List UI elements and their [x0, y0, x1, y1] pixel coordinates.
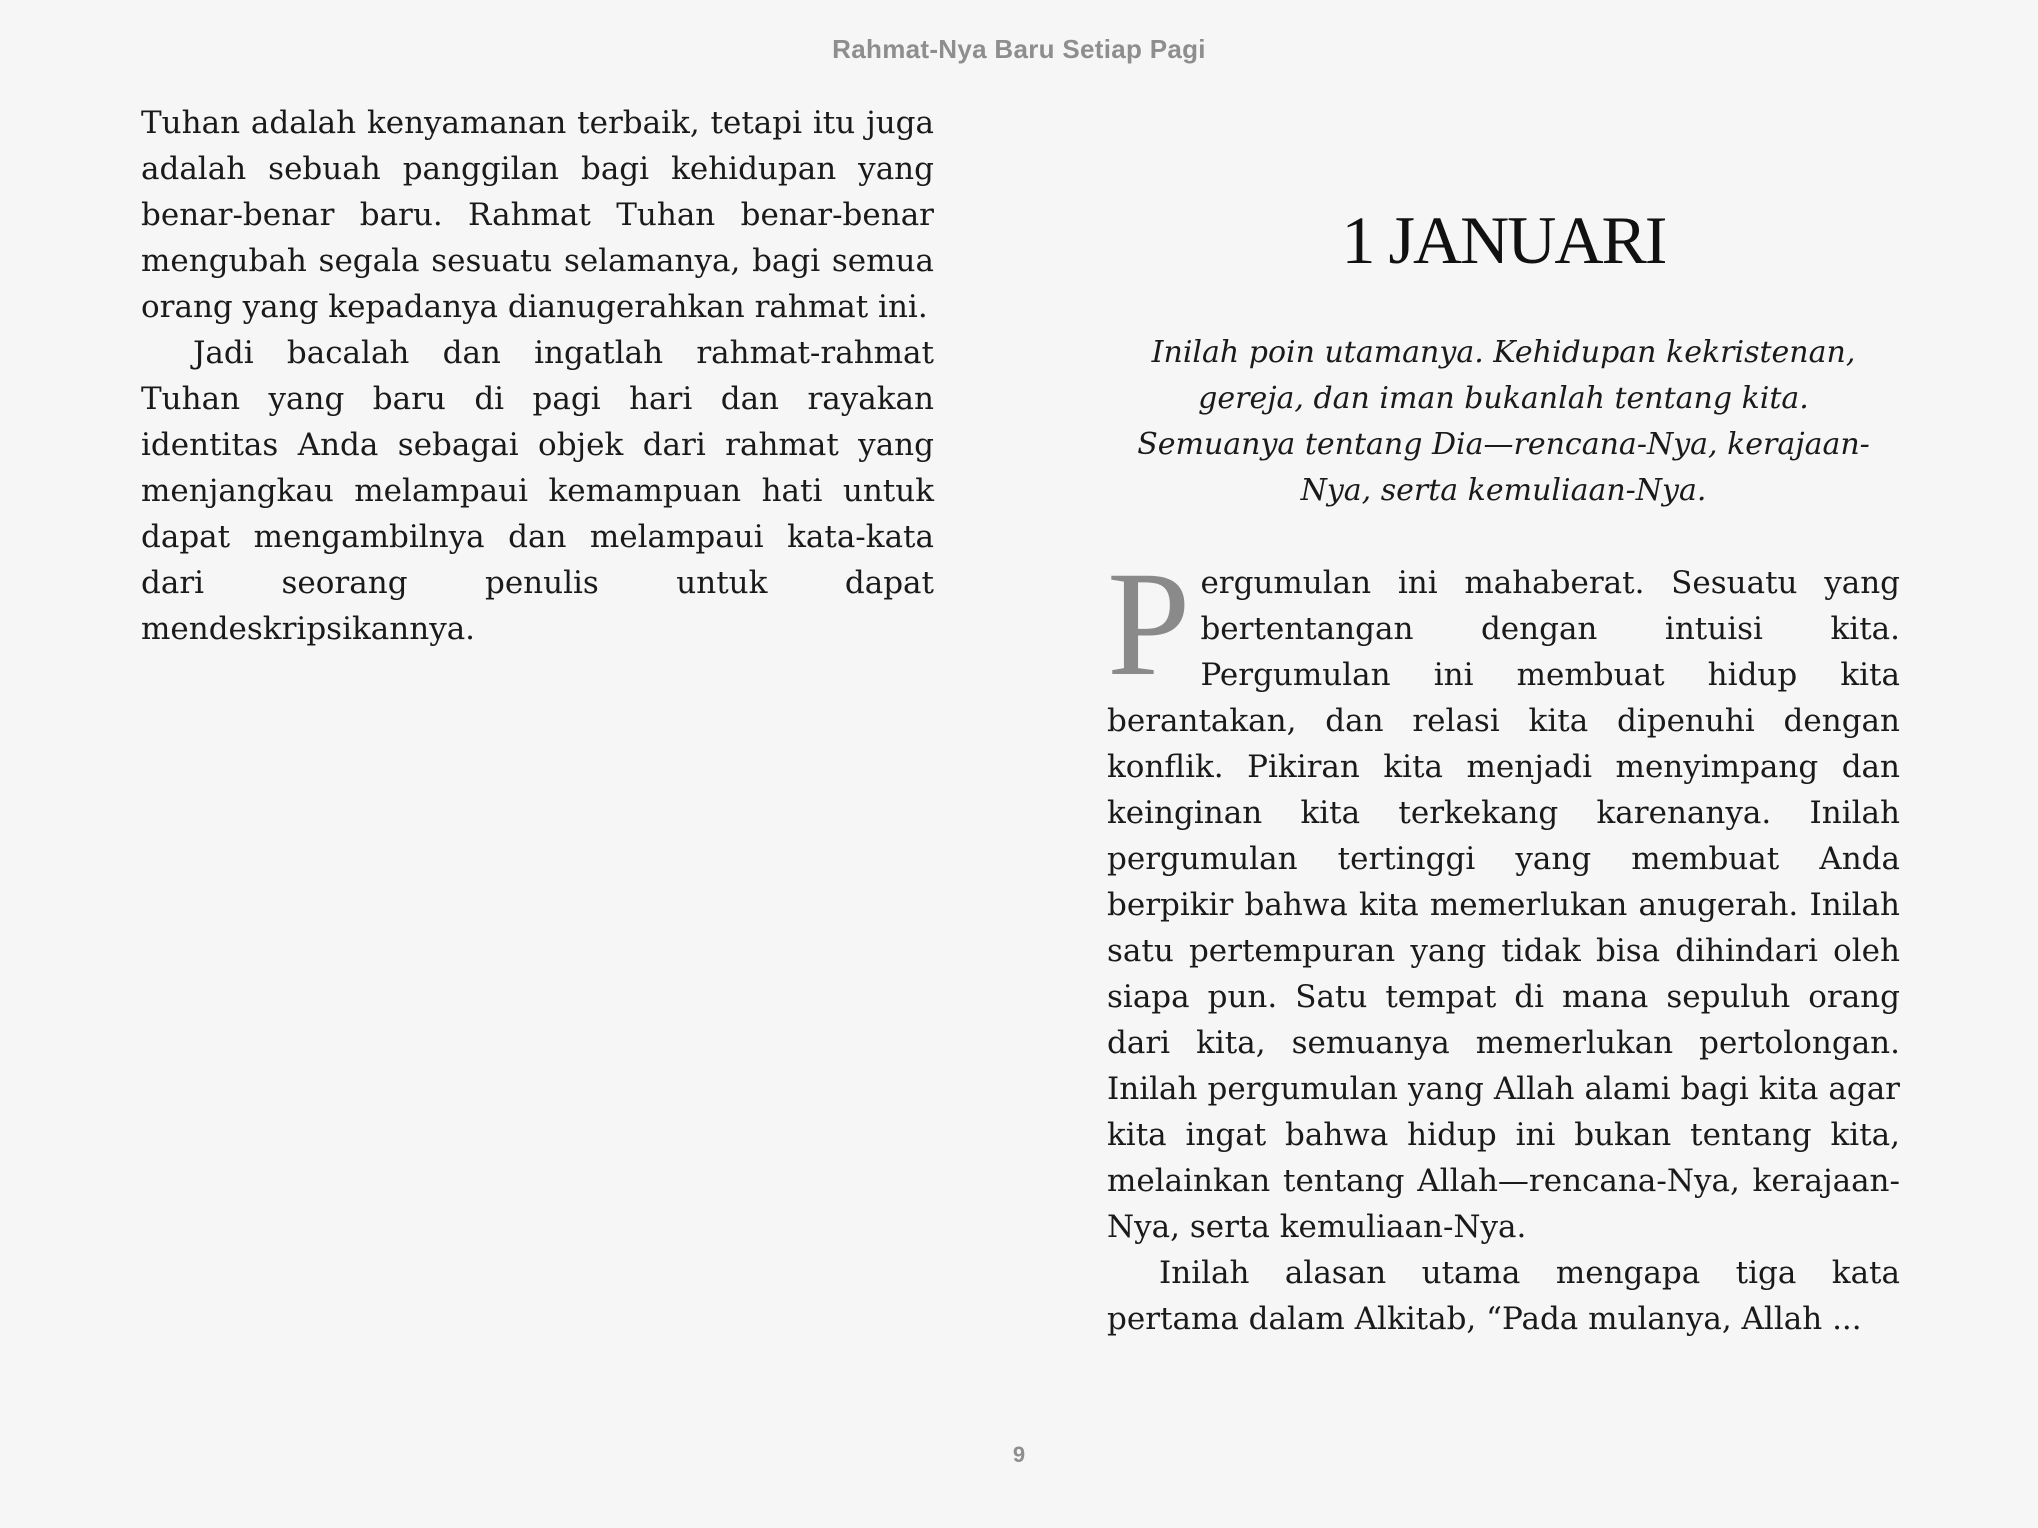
right-paragraph-1 — [1107, 541, 1900, 1250]
right-paragraph-2: Inilah alasan utama mengapa tiga kata pertama dalam Alkitab, “Pada mulanya, Allah ... — [1107, 1255, 1900, 1337]
left-paragraph-2: Jadi bacalah dan ingatlah rahmat-rahmat Tuhan yang baru di pagi hari dan rayakan identitas Anda sebagai objek dari rahmat yang menjangkau melampaui kemampuan hati untuk dapat mengambilnya dan melampaui kata-kata dari seorang penulis untuk dapat mendeskripsikannya. — [141, 335, 934, 647]
left-paragraph-1: Tuhan adalah kenyamanan terbaik, tetapi itu juga adalah sebuah panggilan bagi kehidupan yang benar-benar baru. Rahmat Tuhan benar-benar mengubah segala sesuatu selamanya, bagi semua orang yang kepadanya dianugerahkan rahmat ini. — [141, 105, 934, 325]
right-paragraph-1-text: ergumulan ini mahaberat. Sesuatu yang bertentangan dengan intuisi kita. Pergumulan ini membuat hidup kita berantakan, dan relasi kita dipenuhi dengan konflik. Pikiran kita menjadi menyimpang dan keinginan kita terkekang karenanya. Inilah pergumulan tertinggi yang membuat Anda berpikir bahwa kita memerlukan anugerah. Inilah satu pertempuran yang tidak bisa dihindari oleh siapa pun. Satu tempat di mana sepuluh orang dari kita, semuanya memerlukan pertolongan. Inilah pergumulan yang Allah alami bagi kita agar kita ingat bahwa hidup ini bukan tentang kita, melainkan tentang Allah—rencana-Nya, kerajaan-Nya, serta kemuliaan-Nya. — [1107, 565, 1900, 1245]
drop-cap: P — [1107, 541, 1191, 707]
epigraph: Inilah poin utamanya. Kehidupan kekristenan, gereja, dan iman bukanlah tentang kita. Semuanya tentang Dia—rencana-Nya, kerajaan-Nya, serta kemuliaan-Nya. — [1137, 335, 1870, 508]
book-title: Rahmat-Nya Baru Setiap Pagi — [832, 34, 1206, 64]
left-page — [141, 100, 934, 652]
right-page — [1107, 100, 1900, 1342]
page-number: 9 — [1012, 1442, 1026, 1467]
chapter-heading: 1 JANUARI — [1341, 202, 1666, 278]
